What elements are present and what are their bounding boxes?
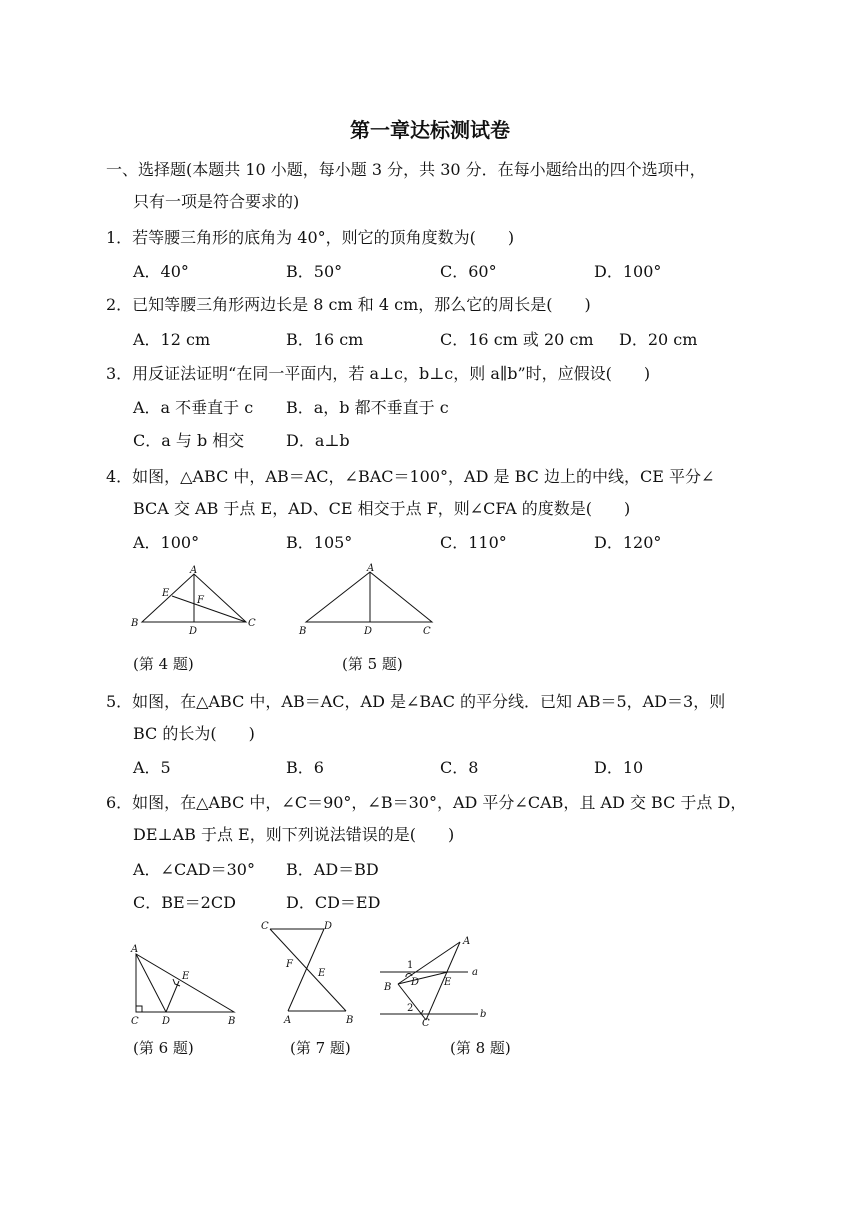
figure-q6 <box>126 940 246 1030</box>
fig4-label-d: D <box>189 626 198 637</box>
page-title: 第一章达标测试卷 <box>350 118 510 142</box>
figure-q5 <box>296 560 446 640</box>
q5-option-a: A．5 <box>133 758 171 777</box>
fig8-label-b: B <box>384 982 392 993</box>
q2-option-a: A．12 cm <box>133 330 211 349</box>
question-4-text-line1: 4．如图，△ABC 中，AB＝AC，∠BAC＝100°，AD 是 BC 边上的中线，CE 平分∠ <box>106 467 715 486</box>
q3-option-c: C．a 与 b 相交 <box>133 431 245 450</box>
fig4-label-b: B <box>131 618 139 629</box>
fig8-label-a: A <box>463 936 471 947</box>
fig6-label-d: D <box>162 1016 171 1027</box>
q6-option-d: D．CD＝ED <box>286 893 381 912</box>
fig5-label-b: B <box>299 626 307 637</box>
fig4-label-c: C <box>248 618 256 629</box>
q3-option-a: A．a 不垂直于 c <box>133 398 254 417</box>
q4-option-d: D．120° <box>594 533 662 552</box>
fig7-label-c: C <box>261 921 269 932</box>
q1-option-c: C．60° <box>440 262 497 281</box>
fig8-label-line-b: b <box>480 1009 487 1020</box>
q1-option-b: B．50° <box>286 262 343 281</box>
question-6-text-line2: DE⊥AB 于点 E，则下列说法错误的是( ) <box>133 825 455 844</box>
q3-option-b: B．a，b 都不垂直于 c <box>286 398 449 417</box>
q5-option-b: B．6 <box>286 758 324 777</box>
q4-option-b: B．105° <box>286 533 353 552</box>
fig8-label-e: E <box>444 977 452 988</box>
fig8-label-line-a: a <box>472 967 478 978</box>
fig7-label-d: D <box>324 921 333 932</box>
question-2-text: 2．已知等腰三角形两边长是 8 cm 和 4 cm，那么它的周长是( ) <box>106 295 591 314</box>
fig4-label-a: A <box>190 565 198 576</box>
caption-q5: (第 5 题) <box>342 655 403 673</box>
q5-option-d: D．10 <box>594 758 644 777</box>
caption-q4: (第 4 题) <box>133 655 194 673</box>
fig4-label-f: F <box>197 595 204 606</box>
q6-option-c: C．BE＝2CD <box>133 893 236 912</box>
caption-q8: (第 8 题) <box>450 1039 511 1057</box>
question-5-text-line1: 5．如图，在△ABC 中，AB＝AC，AD 是∠BAC 的平分线．已知 AB＝5，AD＝3，则 <box>106 692 726 711</box>
figure-q8 <box>374 930 504 1030</box>
question-6-text-line1: 6．如图，在△ABC 中，∠C＝90°，∠B＝30°，AD 平分∠CAB，且 AD 交 BC 于点 D， <box>106 793 747 812</box>
question-4-text-line2: BCA 交 AB 于点 E，AD、CE 相交于点 F，则∠CFA 的度数是( ) <box>133 499 631 518</box>
q3-option-d: D．a⊥b <box>286 431 350 450</box>
section-instruction-line1: 一、选择题(本题共 10 小题，每小题 3 分，共 30 分．在每小题给出的四个选项中， <box>106 160 706 179</box>
question-3-text: 3．用反证法证明“在同一平面内，若 a⊥c，b⊥c，则 a∥b”时，应假设( ) <box>106 364 651 383</box>
caption-q6: (第 6 题) <box>133 1039 194 1057</box>
fig7-label-f: F <box>286 959 293 970</box>
question-5-text-line2: BC 的长为( ) <box>133 724 255 743</box>
fig8-label-d: D <box>411 977 420 988</box>
fig7-label-e: E <box>318 968 326 979</box>
q2-option-b: B．16 cm <box>286 330 364 349</box>
q4-option-a: A．100° <box>133 533 200 552</box>
figure-q7 <box>256 917 366 1027</box>
fig8-label-2: 2 <box>407 1003 414 1014</box>
fig7-label-b: B <box>346 1015 354 1026</box>
fig5-label-a: A <box>367 563 375 574</box>
fig5-label-d: D <box>364 626 373 637</box>
question-1-text: 1．若等腰三角形的底角为 40°，则它的顶角度数为( ) <box>106 228 515 247</box>
q6-option-b: B．AD＝BD <box>286 860 379 879</box>
fig5-label-c: C <box>423 626 431 637</box>
q4-option-c: C．110° <box>440 533 507 552</box>
fig7-label-a: A <box>284 1015 292 1026</box>
q5-option-c: C．8 <box>440 758 479 777</box>
q2-option-c: C．16 cm 或 20 cm <box>440 330 594 349</box>
q6-option-a: A．∠CAD＝30° <box>133 860 255 879</box>
fig8-label-c: C <box>422 1018 430 1029</box>
fig6-label-a: A <box>131 944 139 955</box>
fig6-label-e: E <box>182 971 190 982</box>
fig4-label-e: E <box>162 588 170 599</box>
caption-q7: (第 7 题) <box>290 1039 351 1057</box>
fig8-label-1: 1 <box>407 960 414 971</box>
fig6-label-b: B <box>228 1016 236 1027</box>
q2-option-d: D．20 cm <box>619 330 698 349</box>
q1-option-a: A．40° <box>133 262 189 281</box>
fig6-label-c: C <box>131 1016 139 1027</box>
section-instruction-line2: 只有一项是符合要求的) <box>133 192 300 211</box>
figure-q4 <box>128 564 268 640</box>
q1-option-d: D．100° <box>594 262 662 281</box>
